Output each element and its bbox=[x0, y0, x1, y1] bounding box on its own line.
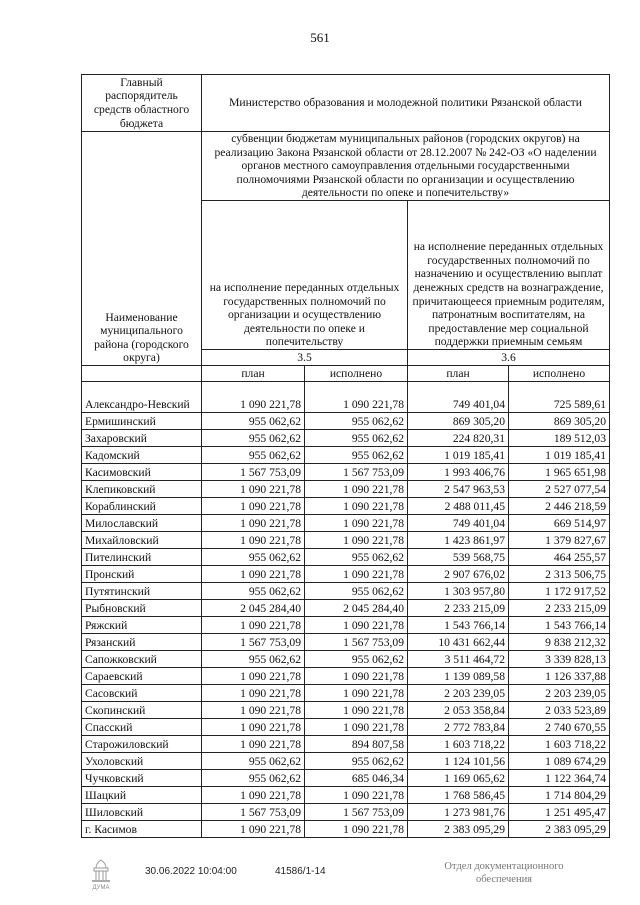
executed-36-value: 1 019 185,41 bbox=[509, 446, 610, 463]
table-row bbox=[82, 599, 610, 616]
plan-36-value: 2 203 239,05 bbox=[408, 684, 509, 701]
plan-36-value: 1 303 957,80 bbox=[408, 582, 509, 599]
table-row bbox=[82, 701, 610, 718]
executed-36-value: 2 313 506,75 bbox=[509, 565, 610, 582]
executed-35-value: 1 090 221,78 bbox=[305, 684, 408, 701]
executed-36-value: 1 965 651,98 bbox=[509, 463, 610, 480]
plan-35-value: 1 090 221,78 bbox=[202, 381, 305, 412]
executed-35-value: 1 090 221,78 bbox=[305, 718, 408, 735]
executed-35-value: 1 090 221,78 bbox=[305, 565, 408, 582]
table-row bbox=[82, 412, 610, 429]
executed-36-value: 189 512,03 bbox=[509, 429, 610, 446]
executed-36-value: 2 740 670,55 bbox=[509, 718, 610, 735]
plan-36-value: 1 423 861,97 bbox=[408, 531, 509, 548]
table-row bbox=[82, 582, 610, 599]
plan-36-value: 1 768 586,45 bbox=[408, 786, 509, 803]
table-row bbox=[82, 786, 610, 803]
plan-35-value: 1 090 221,78 bbox=[202, 514, 305, 531]
district-name: Сапожковский bbox=[82, 650, 202, 667]
executed-35-value: 2 045 284,40 bbox=[305, 599, 408, 616]
district-name: Милославский bbox=[82, 514, 202, 531]
executed-35-value: 1 090 221,78 bbox=[305, 480, 408, 497]
executed-36-value: 1 714 804,29 bbox=[509, 786, 610, 803]
executed-36-header: исполнено bbox=[509, 365, 610, 381]
executed-36-value: 2 446 218,59 bbox=[509, 497, 610, 514]
executed-36-value: 1 126 337,88 bbox=[509, 667, 610, 684]
plan-35-value: 955 062,62 bbox=[202, 769, 305, 786]
table-row bbox=[82, 514, 610, 531]
executed-36-value: 2 527 077,54 bbox=[509, 480, 610, 497]
logo-text: ДУМА bbox=[92, 885, 110, 891]
table-row bbox=[82, 548, 610, 565]
plan-36-value: 539 568,75 bbox=[408, 548, 509, 565]
subvention-header: субвенции бюджетам муниципальных районов (городских округов) на реализацию Закона Рязанской области от 28.12.2007 № 242-ОЗ «О наделении органов местного самоуправления отдельными государственными полномочиями Рязанской области по организации и осуществлению деятельности по опеке и попечительству» bbox=[202, 132, 610, 201]
table-row bbox=[82, 531, 610, 548]
plan-35-value: 1 090 221,78 bbox=[202, 531, 305, 548]
district-name: Кадомский bbox=[82, 446, 202, 463]
code-36: 3.6 bbox=[408, 349, 610, 365]
executed-35-header: исполнено bbox=[305, 365, 408, 381]
subsection-36-header: на исполнение переданных отдельных государственных полномочий по назначению и осуществлению выплат денежных средств на вознаграждение, причитающееся приемным родителям, патронатным воспитателям, на предоставление мер социальной поддержки приемным семьям bbox=[408, 200, 610, 349]
plan-35-value: 2 045 284,40 bbox=[202, 599, 305, 616]
table-row bbox=[82, 803, 610, 820]
plan-36-value: 749 401,04 bbox=[408, 514, 509, 531]
plan-35-value: 955 062,62 bbox=[202, 650, 305, 667]
district-name: Сасовский bbox=[82, 684, 202, 701]
district-name: г. Касимов bbox=[82, 820, 202, 837]
executed-36-value: 725 589,61 bbox=[509, 381, 610, 412]
district-name: Скопинский bbox=[82, 701, 202, 718]
table-row bbox=[82, 735, 610, 752]
table-row bbox=[82, 633, 610, 650]
plan-36-value: 2 488 011,45 bbox=[408, 497, 509, 514]
plan-35-value: 955 062,62 bbox=[202, 412, 305, 429]
plan-35-value: 1 090 221,78 bbox=[202, 786, 305, 803]
executed-35-value: 1 090 221,78 bbox=[305, 514, 408, 531]
executed-36-value: 869 305,20 bbox=[509, 412, 610, 429]
district-name: Старожиловский bbox=[82, 735, 202, 752]
executed-35-value: 1 567 753,09 bbox=[305, 463, 408, 480]
district-name: Спасский bbox=[82, 718, 202, 735]
executed-36-value: 669 514,97 bbox=[509, 514, 610, 531]
plan-35-value: 1 090 221,78 bbox=[202, 616, 305, 633]
plan-35-value: 1 090 221,78 bbox=[202, 701, 305, 718]
plan-35-value: 1 567 753,09 bbox=[202, 463, 305, 480]
plan-35-value: 955 062,62 bbox=[202, 582, 305, 599]
executed-36-value: 2 383 095,29 bbox=[509, 820, 610, 837]
district-name: Шацкий bbox=[82, 786, 202, 803]
district-name: Михайловский bbox=[82, 531, 202, 548]
district-name: Пителинский bbox=[82, 548, 202, 565]
executed-36-value: 1 122 364,74 bbox=[509, 769, 610, 786]
executed-35-value: 955 062,62 bbox=[305, 752, 408, 769]
ministry-header: Министерство образования и молодежной политики Рязанской области bbox=[202, 75, 610, 132]
plan-36-value: 1 169 065,62 bbox=[408, 769, 509, 786]
executed-35-value: 1 090 221,78 bbox=[305, 820, 408, 837]
executed-36-value: 1 379 827,67 bbox=[509, 531, 610, 548]
executed-35-value: 1 090 221,78 bbox=[305, 786, 408, 803]
plan-36-value: 2 547 963,53 bbox=[408, 480, 509, 497]
plan-35-value: 955 062,62 bbox=[202, 548, 305, 565]
executed-36-value: 3 339 828,13 bbox=[509, 650, 610, 667]
footer-doc-number: 41586/1-14 bbox=[275, 866, 326, 877]
plan-35-value: 1 567 753,09 bbox=[202, 803, 305, 820]
plan-35-value: 1 567 753,09 bbox=[202, 633, 305, 650]
district-name: Путятинский bbox=[82, 582, 202, 599]
table-row bbox=[82, 429, 610, 446]
district-name: Ряжский bbox=[82, 616, 202, 633]
plan-36-value: 2 772 783,84 bbox=[408, 718, 509, 735]
executed-35-value: 1 090 221,78 bbox=[305, 667, 408, 684]
district-name: Ермишинский bbox=[82, 412, 202, 429]
executed-36-value: 1 172 917,52 bbox=[509, 582, 610, 599]
plan-36-value: 1 139 089,58 bbox=[408, 667, 509, 684]
table-row bbox=[82, 497, 610, 514]
executed-35-value: 955 062,62 bbox=[305, 548, 408, 565]
plan-35-value: 1 090 221,78 bbox=[202, 718, 305, 735]
plan-36-value: 1 019 185,41 bbox=[408, 446, 509, 463]
executed-35-value: 685 046,34 bbox=[305, 769, 408, 786]
executed-36-value: 2 233 215,09 bbox=[509, 599, 610, 616]
table-row bbox=[82, 480, 610, 497]
plan-35-value: 1 090 221,78 bbox=[202, 480, 305, 497]
plan-36-value: 3 511 464,72 bbox=[408, 650, 509, 667]
footer-datetime: 30.06.2022 10:04:00 bbox=[145, 866, 237, 877]
plan-35-value: 1 090 221,78 bbox=[202, 735, 305, 752]
table-row bbox=[82, 446, 610, 463]
district-name: Рязанский bbox=[82, 633, 202, 650]
table-row bbox=[82, 650, 610, 667]
executed-36-value: 1 089 674,29 bbox=[509, 752, 610, 769]
code-35: 3.5 bbox=[202, 349, 408, 365]
plan-35-value: 1 090 221,78 bbox=[202, 820, 305, 837]
district-name: Чучковский bbox=[82, 769, 202, 786]
table-row bbox=[82, 684, 610, 701]
municipality-header: Наименование муниципального района (городского округа) bbox=[82, 132, 202, 366]
table-row bbox=[82, 565, 610, 582]
plan-35-value: 1 090 221,78 bbox=[202, 565, 305, 582]
distributor-header: Главный распорядитель средств областного бюджета bbox=[82, 75, 202, 132]
executed-35-value: 1 090 221,78 bbox=[305, 616, 408, 633]
executed-35-value: 955 062,62 bbox=[305, 650, 408, 667]
executed-36-value: 9 838 212,32 bbox=[509, 633, 610, 650]
plan-35-value: 1 090 221,78 bbox=[202, 684, 305, 701]
district-name: Александро-Невский bbox=[82, 381, 202, 412]
district-name: Клепиковский bbox=[82, 480, 202, 497]
executed-36-value: 1 251 495,47 bbox=[509, 803, 610, 820]
table-row bbox=[82, 820, 610, 837]
table-row bbox=[82, 463, 610, 480]
plan-36-value: 10 431 662,44 bbox=[408, 633, 509, 650]
plan-36-value: 1 603 718,22 bbox=[408, 735, 509, 752]
plan-36-value: 2 383 095,29 bbox=[408, 820, 509, 837]
table-row bbox=[82, 718, 610, 735]
executed-35-value: 1 090 221,78 bbox=[305, 531, 408, 548]
district-name: Захаровский bbox=[82, 429, 202, 446]
plan-36-value: 2 907 676,02 bbox=[408, 565, 509, 582]
executed-35-value: 1 567 753,09 bbox=[305, 803, 408, 820]
table-row bbox=[82, 769, 610, 786]
executed-35-value: 1 567 753,09 bbox=[305, 633, 408, 650]
plan-36-value: 1 124 101,56 bbox=[408, 752, 509, 769]
plan-35-header: план bbox=[202, 365, 305, 381]
executed-35-value: 955 062,62 bbox=[305, 412, 408, 429]
plan-36-value: 2 233 215,09 bbox=[408, 599, 509, 616]
plan-35-value: 1 090 221,78 bbox=[202, 497, 305, 514]
plan-35-value: 955 062,62 bbox=[202, 752, 305, 769]
plan-35-value: 1 090 221,78 bbox=[202, 667, 305, 684]
district-name: Кораблинский bbox=[82, 497, 202, 514]
executed-36-value: 1 603 718,22 bbox=[509, 735, 610, 752]
plan-36-value: 1 273 981,76 bbox=[408, 803, 509, 820]
footer-department: Отдел документационного обеспечения bbox=[444, 861, 564, 885]
table-row bbox=[82, 616, 610, 633]
executed-35-value: 955 062,62 bbox=[305, 429, 408, 446]
executed-35-value: 1 090 221,78 bbox=[305, 381, 408, 412]
plan-36-value: 749 401,04 bbox=[408, 381, 509, 412]
table-row bbox=[82, 381, 610, 412]
empty-cell bbox=[82, 365, 202, 381]
plan-36-value: 1 543 766,14 bbox=[408, 616, 509, 633]
page-number: 561 bbox=[310, 30, 330, 45]
plan-35-value: 955 062,62 bbox=[202, 429, 305, 446]
executed-35-value: 894 807,58 bbox=[305, 735, 408, 752]
duma-logo-icon bbox=[88, 858, 114, 892]
executed-36-value: 464 255,57 bbox=[509, 548, 610, 565]
district-name: Касимовский bbox=[82, 463, 202, 480]
executed-36-value: 2 033 523,89 bbox=[509, 701, 610, 718]
plan-35-value: 955 062,62 bbox=[202, 446, 305, 463]
plan-36-value: 2 053 358,84 bbox=[408, 701, 509, 718]
district-name: Рыбновский bbox=[82, 599, 202, 616]
executed-35-value: 955 062,62 bbox=[305, 582, 408, 599]
district-name: Сараевский bbox=[82, 667, 202, 684]
plan-36-value: 869 305,20 bbox=[408, 412, 509, 429]
table-row bbox=[82, 752, 610, 769]
executed-36-value: 2 203 239,05 bbox=[509, 684, 610, 701]
district-name: Пронский bbox=[82, 565, 202, 582]
plan-36-value: 224 820,31 bbox=[408, 429, 509, 446]
budget-table bbox=[81, 74, 610, 838]
executed-35-value: 955 062,62 bbox=[305, 446, 408, 463]
executed-35-value: 1 090 221,78 bbox=[305, 497, 408, 514]
executed-35-value: 1 090 221,78 bbox=[305, 701, 408, 718]
district-name: Шиловский bbox=[82, 803, 202, 820]
table-row bbox=[82, 667, 610, 684]
district-name: Ухоловский bbox=[82, 752, 202, 769]
plan-36-value: 1 993 406,76 bbox=[408, 463, 509, 480]
executed-36-value: 1 543 766,14 bbox=[509, 616, 610, 633]
subsection-35-header: на исполнение переданных отдельных государственных полномочий по организации и осуществлению деятельности по опеке и попечительству bbox=[202, 200, 408, 349]
plan-36-header: план bbox=[408, 365, 509, 381]
